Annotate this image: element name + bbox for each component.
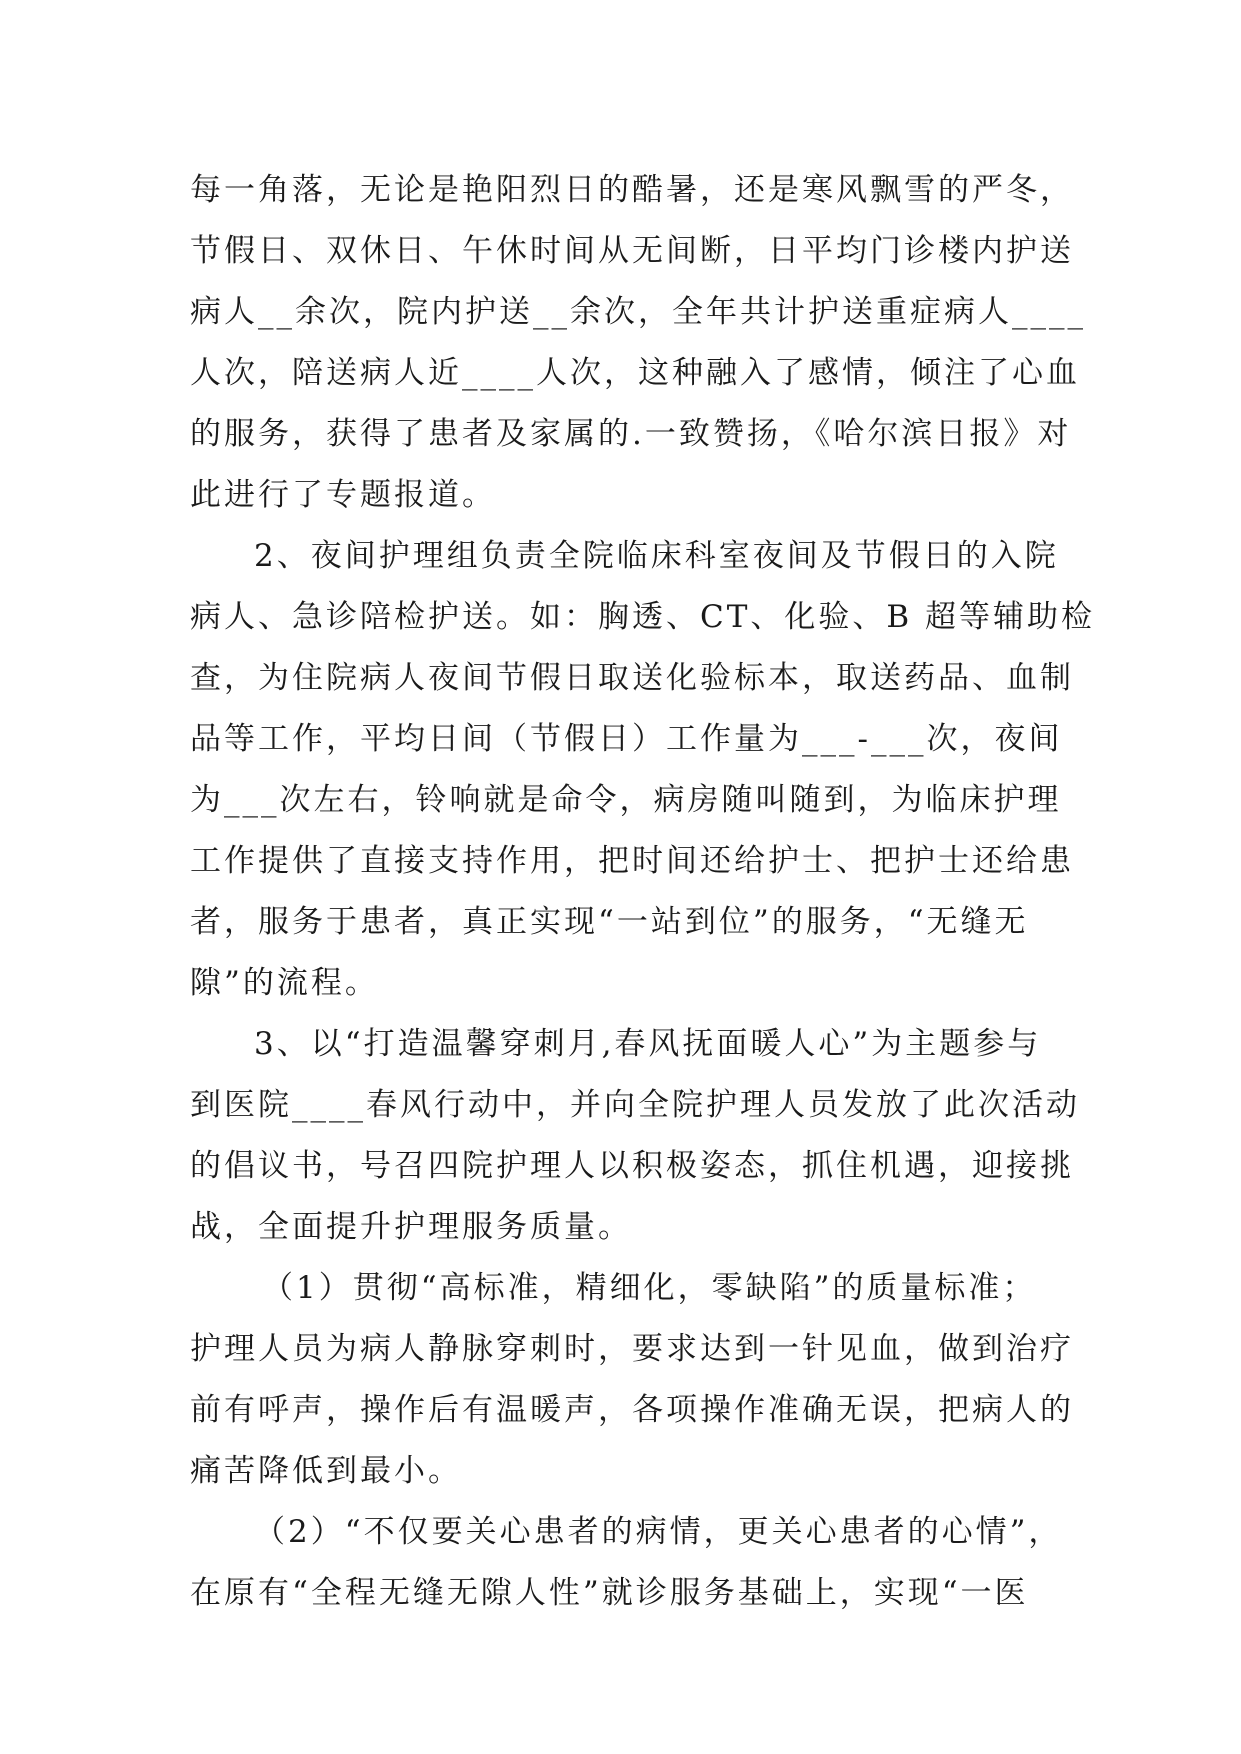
text-line: 人次，陪送病人近____人次，这种融入了感情，倾注了心血 bbox=[190, 355, 1080, 391]
text-line: 到医院____春风行动中，并向全院护理人员发放了此次活动 bbox=[190, 1087, 1080, 1123]
text-line: 痛苦降低到最小。 bbox=[190, 1453, 462, 1489]
text-line: 品等工作，平均日间（节假日）工作量为___-___次，夜间 bbox=[190, 721, 1063, 757]
text-line: 隙”的流程。 bbox=[190, 965, 379, 1001]
text-line: 战，全面提升护理服务质量。 bbox=[190, 1209, 632, 1245]
text-line: 病人__余次，院内护送__余次，全年共计护送重症病人____ bbox=[190, 294, 1086, 330]
subparagraph-2-start: （2）“不仅要关心患者的病情，更关心患者的心情”， bbox=[254, 1514, 1063, 1550]
text-line: 前有呼声，操作后有温暖声，各项操作准确无误，把病人的 bbox=[190, 1392, 1074, 1428]
text-line: 查，为住院病人夜间节假日取送化验标本，取送药品、血制 bbox=[190, 660, 1074, 696]
text-line: 的服务，获得了患者及家属的.一致赞扬，《哈尔滨日报》对 bbox=[190, 416, 1072, 452]
paragraph-2-start: 2、夜间护理组负责全院临床科室夜间及节假日的入院 bbox=[254, 538, 1059, 574]
paragraph-3-start: 3、以“打造温馨穿刺月,春风抚面暖人心”为主题参与 bbox=[254, 1026, 1042, 1062]
text-line: 病人、急诊陪检护送。如：胸透、CT、化验、B 超等辅助检 bbox=[190, 599, 1096, 635]
text-line: 者，服务于患者，真正实现“一站到位”的服务，“无缝无 bbox=[190, 904, 1029, 940]
text-line: 在原有“全程无缝无隙人性”就诊服务基础上，实现“一医 bbox=[190, 1575, 1029, 1611]
text-line: 每一角落，无论是艳阳烈日的酷暑，还是寒风飘雪的严冬， bbox=[190, 172, 1074, 208]
text-line: 工作提供了直接支持作用，把时间还给护士、把护士还给患 bbox=[190, 843, 1074, 879]
body-text bbox=[190, 160, 1096, 1624]
text-line: 节假日、双休日、午休时间从无间断，日平均门诊楼内护送 bbox=[190, 233, 1074, 269]
text-line: 的倡议书，号召四院护理人以积极姿态，抓住机遇，迎接挑 bbox=[190, 1148, 1074, 1184]
text-line: 为___次左右，铃响就是命令，病房随叫随到，为临床护理 bbox=[190, 782, 1062, 818]
text-line: 此进行了专题报道。 bbox=[190, 477, 496, 513]
subparagraph-1-start: （1）贯彻“高标准，精细化，零缺陷”的质量标准； bbox=[262, 1270, 1037, 1306]
text-line: 护理人员为病人静脉穿刺时，要求达到一针见血，做到治疗 bbox=[190, 1331, 1074, 1367]
